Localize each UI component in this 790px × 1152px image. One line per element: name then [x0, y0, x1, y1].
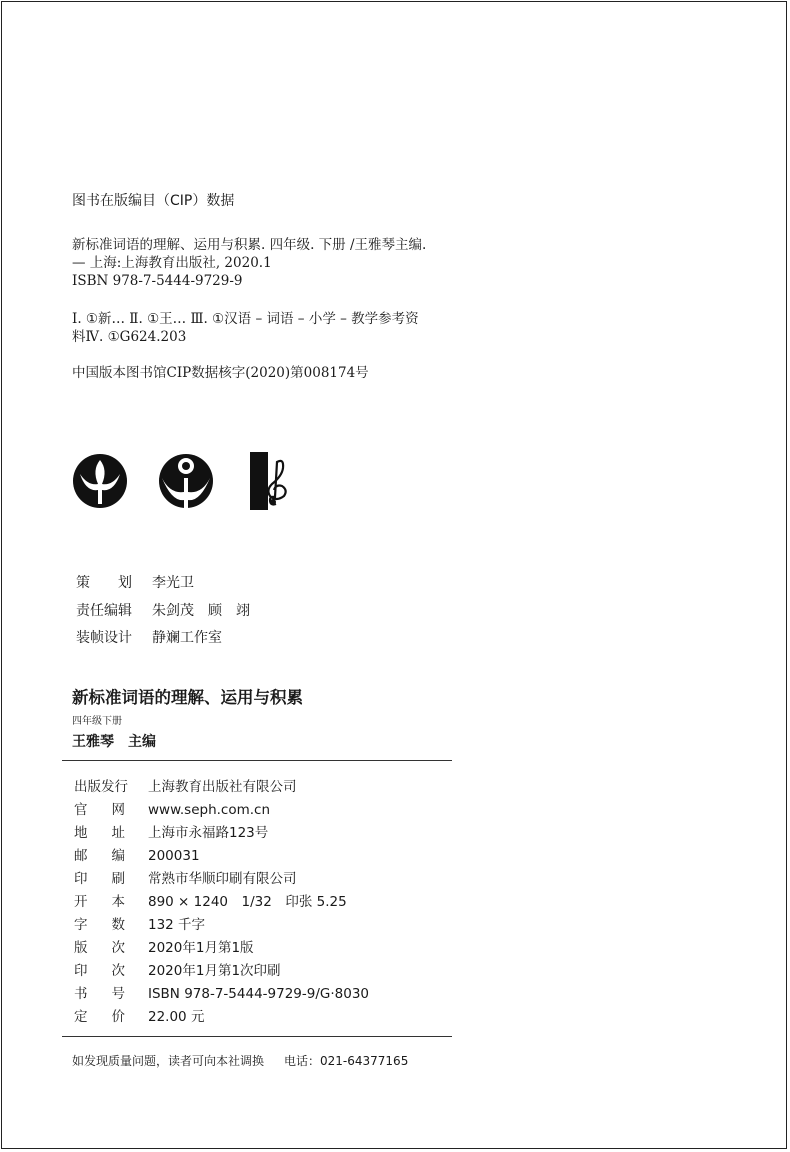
seedling-logo-icon	[72, 452, 128, 510]
info-label: 出版发行	[74, 779, 128, 795]
info-label: 印次	[74, 963, 149, 979]
info-row	[74, 798, 270, 818]
info-value: 常熟市华顺印刷有限公司	[148, 871, 297, 887]
staff-role: 装帧设计	[76, 630, 132, 646]
cip-classification: Ⅰ. ①新… Ⅱ. ①王… Ⅲ. ①汉语 – 词语 – 小学 – 教学参考资	[72, 311, 419, 327]
footer-notice-row	[72, 1052, 408, 1069]
info-value: 22.00 元	[148, 1009, 205, 1025]
info-row	[74, 890, 347, 910]
info-value: 200031	[148, 848, 200, 864]
info-value: 上海教育出版社有限公司	[148, 779, 297, 795]
info-row	[74, 936, 254, 956]
info-label: 官网	[74, 802, 149, 818]
info-row	[74, 844, 200, 864]
info-label: 邮编	[74, 848, 149, 864]
cip-isbn: ISBN 978-7-5444-9729-9	[72, 273, 243, 289]
cip-record-number: 中国版本图书馆CIP数据核字(2020)第008174号	[72, 365, 369, 381]
info-label: 地址	[74, 825, 149, 841]
staff-row-planner	[76, 572, 194, 592]
info-row	[74, 913, 205, 933]
info-label: 书号	[74, 986, 149, 1002]
info-label: 定价	[74, 1009, 149, 1025]
contact-phone: 电话：021-64377165	[284, 1054, 409, 1068]
treble-clef-logo-icon	[248, 452, 296, 512]
staff-row-editor	[76, 600, 250, 620]
info-value: 2020年1月第1次印刷	[148, 963, 281, 979]
cip-classification-cont: 料Ⅳ. ①G624.203	[72, 329, 187, 345]
quality-notice: 如发现质量问题，读者可向本社调换	[72, 1054, 265, 1068]
divider-top	[62, 760, 452, 761]
info-label: 版次	[74, 940, 149, 956]
info-row	[74, 867, 297, 887]
info-value: ISBN 978-7-5444-9729-9/G·8030	[148, 986, 370, 1002]
cip-line: — 上海:上海教育出版社, 2020.1	[72, 255, 272, 271]
cip-heading: 图书在版编目（CIP）数据	[72, 193, 235, 209]
seedling-circle-logo-icon	[158, 452, 214, 510]
info-row	[74, 821, 268, 841]
staff-name: 朱剑茂 顾 翊	[152, 603, 250, 619]
book-subtitle: 四年级下册	[72, 716, 122, 727]
staff-name: 李光卫	[152, 575, 194, 591]
info-value: 890 × 1240 1/32 印张 5.25	[148, 894, 347, 910]
staff-row-designer	[76, 627, 222, 647]
info-value: 132 千字	[148, 917, 206, 933]
staff-role: 责任编辑	[76, 603, 132, 619]
info-label: 印刷	[74, 871, 149, 887]
book-editor: 王雅琴 主编	[72, 734, 156, 750]
info-value: 2020年1月第1版	[148, 940, 254, 956]
info-row	[74, 1005, 204, 1025]
cip-line: 新标准词语的理解、运用与积累. 四年级. 下册 /王雅琴主编.	[72, 237, 427, 253]
info-label: 字数	[74, 917, 149, 933]
info-row	[74, 775, 297, 795]
staff-name: 静斓工作室	[152, 630, 222, 646]
info-row	[74, 982, 369, 1002]
info-value: 上海市永福路123号	[148, 825, 269, 841]
info-row	[74, 959, 281, 979]
divider-bottom	[62, 1036, 452, 1037]
info-label: 开本	[74, 894, 149, 910]
book-title: 新标准词语的理解、运用与积累	[72, 688, 303, 707]
staff-role: 策划	[76, 575, 160, 591]
info-value: www.seph.com.cn	[148, 802, 271, 818]
